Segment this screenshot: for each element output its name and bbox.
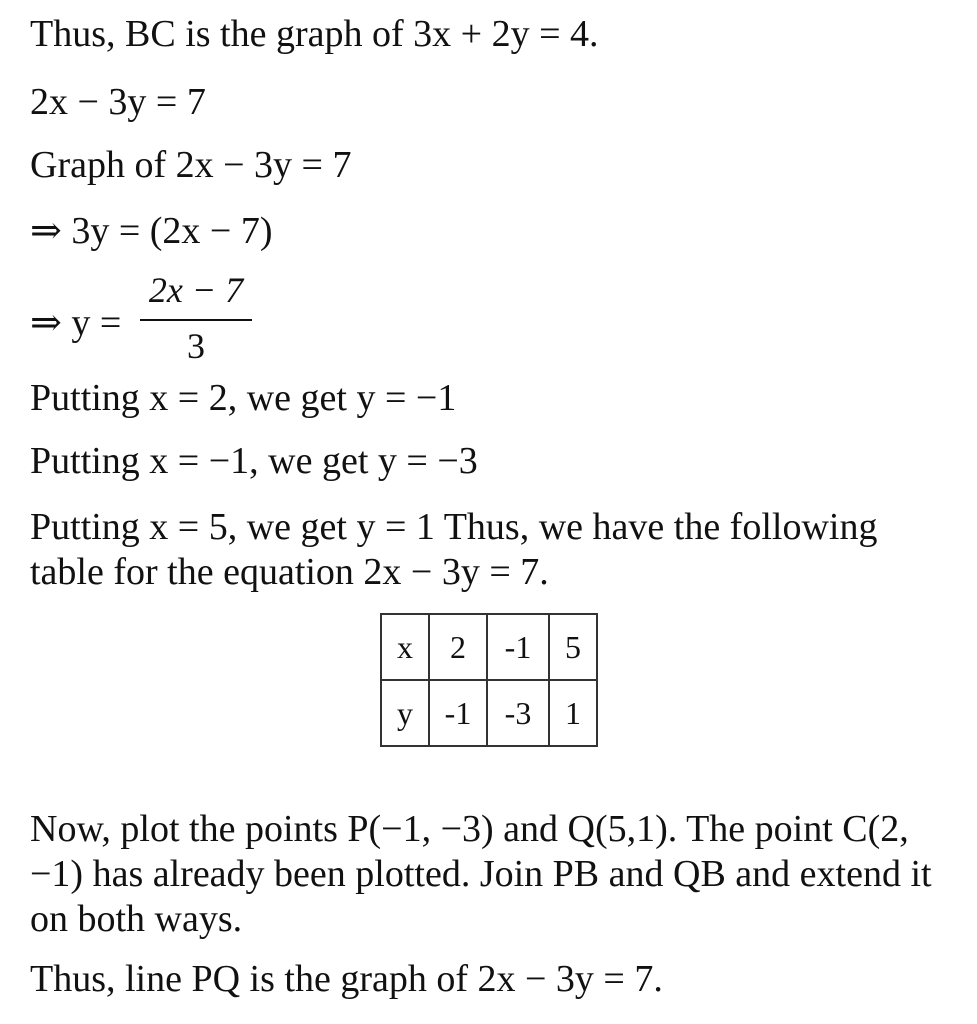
table-cell: y [381,680,429,746]
fraction-numerator: 2x − 7 [148,270,244,310]
fraction-prefix: ⇒ y = [30,302,122,344]
values-table-container [380,613,598,747]
fraction-denominator: 3 [187,326,205,366]
table-cell: 2 [429,614,487,680]
statement-bc-graph: Thus, BC is the graph of 3x + 2y = 4. [30,13,599,55]
substitution-x-5: Putting x = 5, we get y = 1 Thus, we have the following table for the equation 2x − 3y = 7. [30,506,878,593]
plot-instructions: Now, plot the points P(−1, −3) and Q(5,1). The point C(2, −1) has already been plotted. Join PB and QB and extend it on both ways. [30,808,932,940]
table-cell: x [381,614,429,680]
substitution-x-neg1: Putting x = −1, we get y = −3 [30,440,478,482]
table-cell: 5 [549,614,597,680]
graph-heading: Graph of 2x − 3y = 7 [30,144,352,186]
fraction-bar [140,319,252,321]
table-row-x [381,614,597,680]
table-cell: -1 [429,680,487,746]
table-cell: -1 [487,614,549,680]
equation-heading: 2x − 3y = 7 [30,81,206,123]
substitution-x-2: Putting x = 2, we get y = −1 [30,377,457,419]
step-rearrange: ⇒ 3y = (2x − 7) [30,210,273,252]
fraction-step [30,268,330,368]
table-cell: 1 [549,680,597,746]
table-cell: -3 [487,680,549,746]
fraction [140,268,252,364]
table-row-y [381,680,597,746]
conclusion: Thus, line PQ is the graph of 2x − 3y = 7. [30,958,663,1000]
values-table [380,613,598,747]
